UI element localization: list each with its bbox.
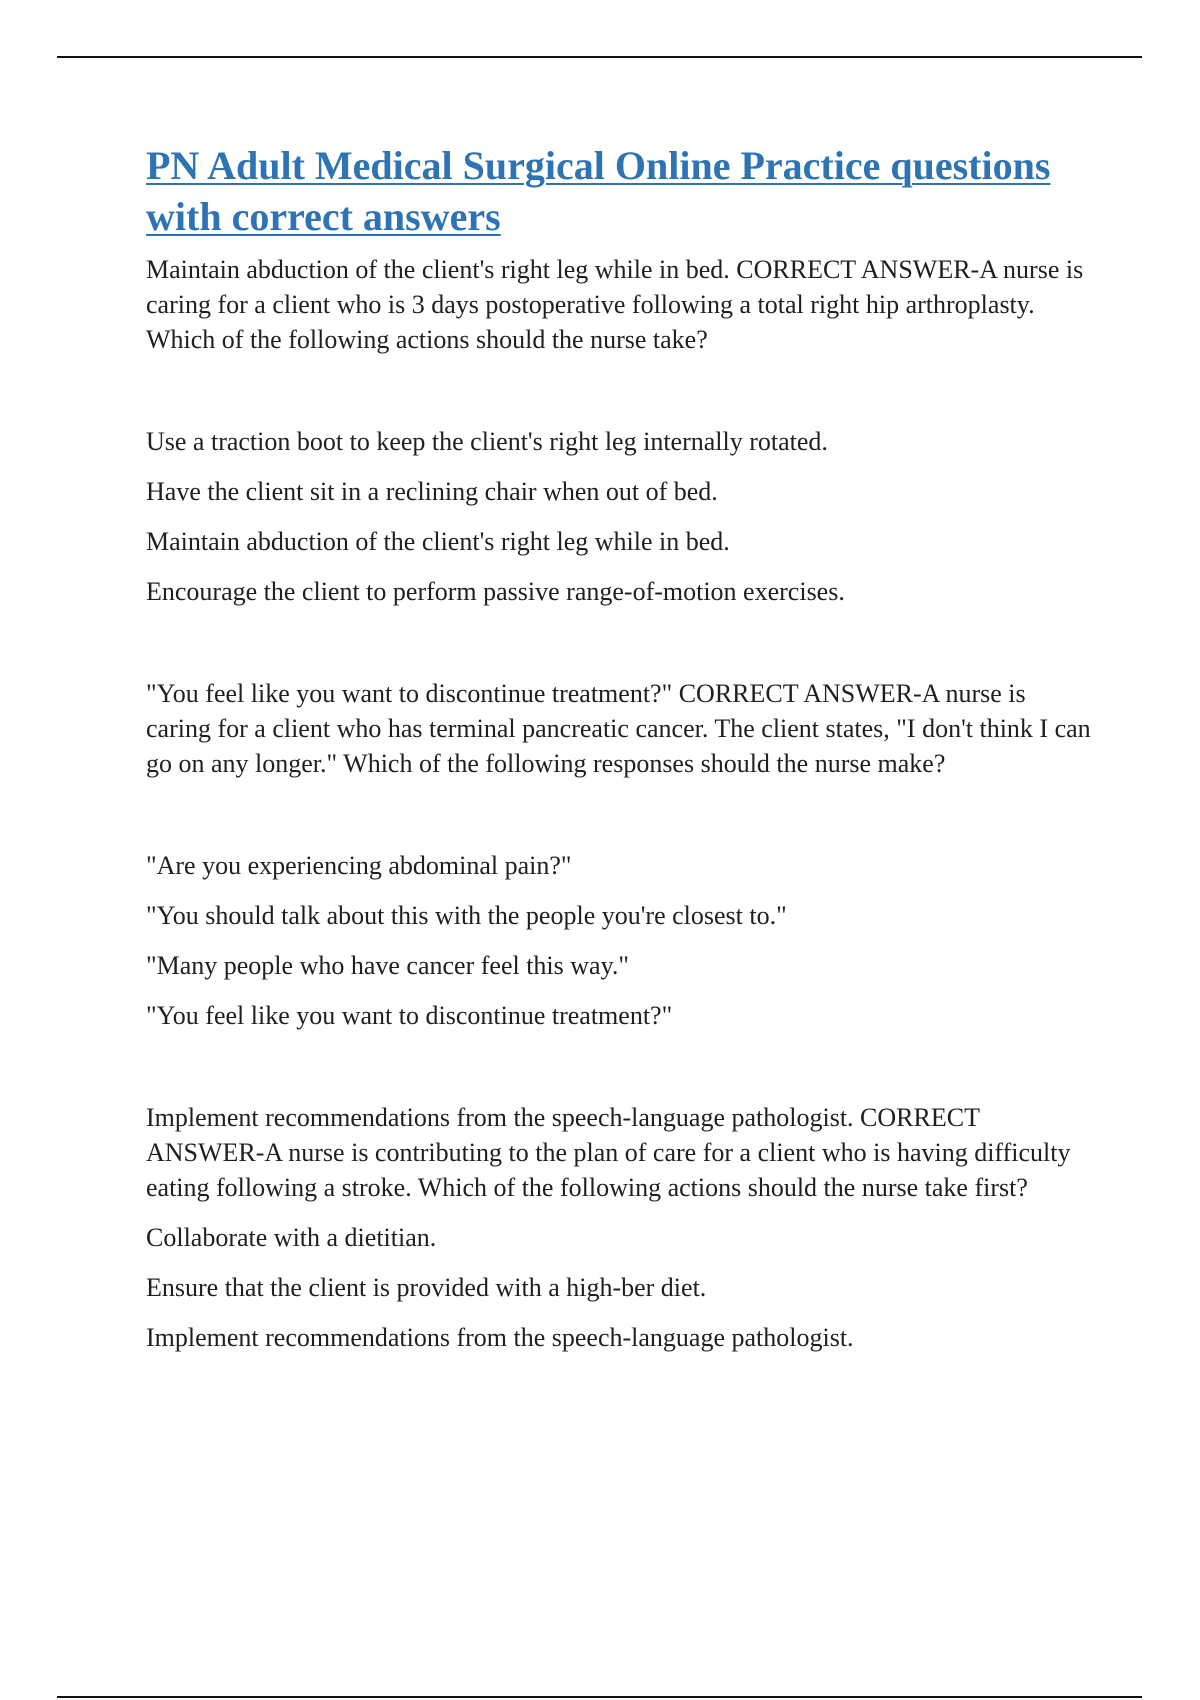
question-1-option-2: Have the client sit in a reclining chair when out of bed. [146, 477, 718, 506]
question-2-option-2: "You should talk about this with the people you're closest to." [146, 901, 787, 930]
footer-rule [57, 1696, 1142, 1698]
question-3-option-1: Collaborate with a dietitian. [146, 1223, 437, 1252]
question-1-option-1: Use a traction boot to keep the client's right leg internally rotated. [146, 427, 828, 456]
spacer [146, 357, 1091, 424]
question-2-option-1: "Are you experiencing abdominal pain?" [146, 851, 572, 880]
document-body [146, 140, 1091, 1355]
spacer [146, 609, 1091, 676]
question-1-option-4: Encourage the client to perform passive range-of-motion exercises. [146, 577, 845, 606]
document-title: PN Adult Medical Surgical Online Practice questions with correct answers [146, 143, 1051, 239]
question-3-stem: Implement recommendations from the speech-language pathologist. CORRECT ANSWER-A nurse is contributing to the plan of care for a client who is having difficulty eating following a stroke. Which of the following actions should the nurse take first? [146, 1103, 1071, 1202]
spacer [146, 1033, 1091, 1100]
question-1-stem: Maintain abduction of the client's right leg while in bed. CORRECT ANSWER-A nurse is caring for a client who is 3 days postoperative following a total right hip arthroplasty. Which of the following actions should the nurse take? [146, 255, 1084, 354]
question-2-stem: "You feel like you want to discontinue treatment?" CORRECT ANSWER-A nurse is caring for a client who has terminal pancreatic cancer. The client states, "I don't think I can go on any longer." Which of the following responses should the nurse make? [146, 679, 1091, 778]
question-1-option-3: Maintain abduction of the client's right leg while in bed. [146, 527, 730, 556]
question-2-option-3: "Many people who have cancer feel this way." [146, 951, 630, 980]
spacer [146, 781, 1091, 848]
question-3-option-2: Ensure that the client is provided with a high-ber diet. [146, 1273, 707, 1302]
question-3-option-3: Implement recommendations from the speech-language pathologist. [146, 1323, 854, 1352]
header-rule [57, 56, 1142, 58]
question-2-option-4: "You feel like you want to discontinue treatment?" [146, 1001, 673, 1030]
